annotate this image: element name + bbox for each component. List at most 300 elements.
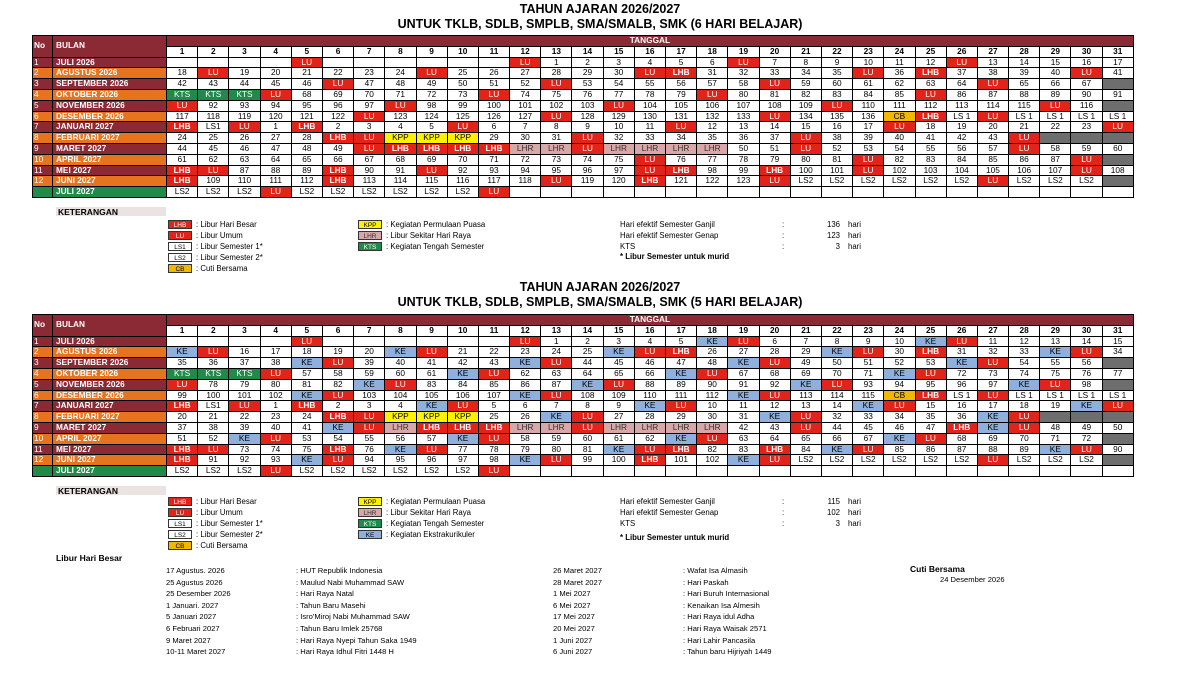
day-cell: 59 <box>1071 143 1102 154</box>
day-cell: LS2 <box>821 176 852 187</box>
month-number: 1 <box>33 57 53 68</box>
day-cell: KE <box>1040 347 1071 358</box>
legend-desc: : Libur Umum <box>196 231 243 240</box>
day-cell: 80 <box>260 379 291 390</box>
day-cell: LS2 <box>915 455 946 466</box>
stat-sep: : <box>782 519 785 528</box>
day-cell: LS2 <box>884 176 915 187</box>
day-cell: 65 <box>603 368 634 379</box>
day-number: 31 <box>1102 325 1133 336</box>
day-cell: LS2 <box>291 187 322 198</box>
day-cell: 90 <box>354 165 385 176</box>
day-cell: 74 <box>572 154 603 165</box>
legend-code: CB <box>168 264 192 273</box>
holiday-date: 6 Juni 2027 <box>553 647 593 657</box>
day-cell: 59 <box>541 433 572 444</box>
day-cell: LHR <box>666 143 697 154</box>
legend-code: LS2 <box>168 253 192 262</box>
day-number: 2 <box>198 325 229 336</box>
day-cell: LU <box>385 100 416 111</box>
day-cell: LHB <box>167 455 198 466</box>
day-cell <box>354 336 385 347</box>
day-cell: 57 <box>416 433 447 444</box>
day-cell: KE <box>572 379 603 390</box>
month-name: SEPTEMBER 2026 <box>53 79 167 90</box>
day-number: 5 <box>291 325 322 336</box>
day-number: 16 <box>634 46 665 57</box>
day-cell: 58 <box>1040 143 1071 154</box>
day-cell: 30 <box>697 412 728 423</box>
calendar1-title: TAHUN AJARAN 2026/2027 <box>519 2 681 16</box>
day-cell: LU <box>915 368 946 379</box>
day-cell: LS2 <box>1040 176 1071 187</box>
day-cell: LHB <box>915 111 946 122</box>
day-cell: 107 <box>1040 165 1071 176</box>
day-cell: 29 <box>478 133 509 144</box>
legend-code: KE <box>358 530 382 539</box>
month-name: JULI 2026 <box>53 336 167 347</box>
day-cell: LU <box>697 368 728 379</box>
day-cell: 113 <box>354 176 385 187</box>
day-cell: 113 <box>946 100 977 111</box>
day-cell: 86 <box>510 379 541 390</box>
day-cell: 12 <box>1009 336 1040 347</box>
day-cell: 79 <box>510 444 541 455</box>
day-cell: 43 <box>198 79 229 90</box>
day-cell: LU <box>697 89 728 100</box>
stat-value: 3 <box>835 519 840 528</box>
day-cell: KTS <box>198 368 229 379</box>
day-number: 3 <box>229 46 260 57</box>
day-cell <box>229 336 260 347</box>
day-cell: 115 <box>853 390 884 401</box>
day-cell: 92 <box>759 379 790 390</box>
day-cell: 7 <box>759 57 790 68</box>
day-cell: LU <box>759 390 790 401</box>
day-cell: 111 <box>666 390 697 401</box>
day-cell: 130 <box>634 111 665 122</box>
month-number: 5 <box>33 379 53 390</box>
day-cell: 97 <box>354 100 385 111</box>
day-cell <box>1102 100 1133 111</box>
day-cell: LU <box>853 68 884 79</box>
day-cell <box>1102 133 1133 144</box>
day-cell: 4 <box>385 401 416 412</box>
month-name: AGUSTUS 2026 <box>53 347 167 358</box>
day-cell: 16 <box>1071 57 1102 68</box>
day-cell <box>385 57 416 68</box>
day-cell: 43 <box>478 358 509 369</box>
day-cell: 81 <box>572 444 603 455</box>
day-cell: 21 <box>447 347 478 358</box>
day-cell: KE <box>541 412 572 423</box>
stat-unit: hari <box>848 508 862 517</box>
month-row <box>33 133 1134 144</box>
day-cell: 80 <box>728 89 759 100</box>
day-cell: 47 <box>354 79 385 90</box>
header-tanggal: TANGGAL <box>167 36 1134 47</box>
day-cell: LHB <box>666 68 697 79</box>
day-cell: 57 <box>697 79 728 90</box>
day-cell: 4 <box>385 122 416 133</box>
legend-code: LHB <box>168 220 192 229</box>
day-cell: LHR <box>697 143 728 154</box>
day-cell: LS2 <box>790 455 821 466</box>
month-row <box>33 390 1134 401</box>
day-cell: 22 <box>1040 122 1071 133</box>
day-cell: LS 1 <box>1102 111 1133 122</box>
day-cell: 59 <box>354 368 385 379</box>
day-cell: 13 <box>977 57 1008 68</box>
day-cell: LU <box>167 100 198 111</box>
day-number-row <box>33 46 1134 57</box>
day-cell: LHB <box>915 68 946 79</box>
month-row <box>33 111 1134 122</box>
keterangan-title: KETERANGAN <box>58 486 118 496</box>
day-cell: 60 <box>1102 143 1133 154</box>
day-cell: 34 <box>790 68 821 79</box>
day-number: 20 <box>759 46 790 57</box>
day-number: 25 <box>915 325 946 336</box>
day-number: 21 <box>790 325 821 336</box>
day-cell: LU <box>322 390 353 401</box>
day-cell: 52 <box>821 143 852 154</box>
day-number: 20 <box>759 325 790 336</box>
day-cell: LS2 <box>416 187 447 198</box>
day-cell: 75 <box>603 154 634 165</box>
holiday-name: : Hari Raya Waisak 2571 <box>683 624 767 633</box>
day-cell: 24 <box>385 68 416 79</box>
day-cell: LS2 <box>853 455 884 466</box>
day-cell: 100 <box>603 455 634 466</box>
day-cell: 26 <box>510 412 541 423</box>
day-cell <box>572 187 603 198</box>
month-name: JULI 2027 <box>53 187 167 198</box>
stat-sep: : <box>782 220 785 229</box>
day-cell: 88 <box>977 444 1008 455</box>
day-cell: 46 <box>884 422 915 433</box>
day-cell: 95 <box>385 455 416 466</box>
legend-code: LU <box>168 508 192 517</box>
day-cell: 49 <box>1071 422 1102 433</box>
day-cell: KE <box>291 358 322 369</box>
day-cell: LHB <box>385 143 416 154</box>
day-cell: 27 <box>603 412 634 423</box>
day-cell: 25 <box>447 68 478 79</box>
day-cell: KTS <box>229 89 260 100</box>
day-cell: LS2 <box>385 466 416 477</box>
day-cell: 45 <box>260 79 291 90</box>
legend-code: KTS <box>358 242 382 251</box>
month-name: JANUARI 2027 <box>53 401 167 412</box>
day-cell: LU <box>1071 68 1102 79</box>
day-cell: 56 <box>946 143 977 154</box>
day-cell: 21 <box>198 412 229 423</box>
day-cell: 42 <box>447 358 478 369</box>
day-cell: 51 <box>167 433 198 444</box>
day-cell: 87 <box>1040 154 1071 165</box>
day-cell: 82 <box>322 379 353 390</box>
month-number: 5 <box>33 100 53 111</box>
day-cell: LU <box>447 401 478 412</box>
day-cell: KE <box>385 444 416 455</box>
day-cell: 32 <box>728 68 759 79</box>
day-cell: 136 <box>853 111 884 122</box>
day-cell: LHR <box>634 422 665 433</box>
day-cell: 70 <box>354 89 385 100</box>
day-cell: 62 <box>198 154 229 165</box>
header-tanggal: TANGGAL <box>167 315 1134 326</box>
day-cell: 64 <box>759 433 790 444</box>
day-cell: KPP <box>447 412 478 423</box>
day-number: 25 <box>915 46 946 57</box>
day-cell: LU <box>260 187 291 198</box>
month-name: JULI 2027 <box>53 466 167 477</box>
day-cell: 6 <box>478 122 509 133</box>
day-cell: LU <box>1009 412 1040 423</box>
calendar1-subtitle: UNTUK TKLB, SDLB, SMPLB, SMA/SMALB, SMK (6 HARI BELAJAR) <box>397 17 803 31</box>
day-cell: LHR <box>697 422 728 433</box>
stat-value: 102 <box>826 508 840 517</box>
day-cell: 5 <box>478 401 509 412</box>
month-number: 11 <box>33 165 53 176</box>
day-cell: 76 <box>666 154 697 165</box>
day-cell: KE <box>790 379 821 390</box>
legend-code: LU <box>168 231 192 240</box>
day-cell: 5 <box>666 336 697 347</box>
day-cell: 39 <box>1009 68 1040 79</box>
day-cell: 134 <box>790 111 821 122</box>
day-cell: KE <box>1040 444 1071 455</box>
header-row <box>33 315 1134 326</box>
day-cell: 11 <box>728 401 759 412</box>
day-cell: 31 <box>946 347 977 358</box>
day-cell: LU <box>416 165 447 176</box>
day-cell <box>666 187 697 198</box>
day-cell: 45 <box>198 143 229 154</box>
month-name: JUNI 2027 <box>53 176 167 187</box>
header-bulan: BULAN <box>53 315 167 337</box>
day-cell: 15 <box>1102 336 1133 347</box>
day-cell: 50 <box>447 79 478 90</box>
day-cell: 101 <box>229 390 260 401</box>
day-cell: KTS <box>167 368 198 379</box>
day-number: 7 <box>354 325 385 336</box>
month-number <box>33 187 53 198</box>
day-number: 2 <box>198 46 229 57</box>
month-name: MARET 2027 <box>53 143 167 154</box>
day-cell: KE <box>603 347 634 358</box>
day-cell: 104 <box>946 165 977 176</box>
day-cell <box>977 466 1008 477</box>
month-row <box>33 143 1134 154</box>
day-cell: LHB <box>946 422 977 433</box>
day-cell: 15 <box>915 401 946 412</box>
day-number-row <box>33 325 1134 336</box>
day-cell <box>1040 133 1071 144</box>
month-number: 1 <box>33 336 53 347</box>
month-row <box>33 89 1134 100</box>
legend-desc: : Libur Umum <box>196 508 243 517</box>
legend-code: LHB <box>168 497 192 506</box>
month-number: 11 <box>33 444 53 455</box>
day-cell: KE <box>510 455 541 466</box>
day-number: 28 <box>1009 46 1040 57</box>
day-cell <box>229 57 260 68</box>
day-cell: KE <box>884 433 915 444</box>
day-cell: 78 <box>634 89 665 100</box>
day-cell: 67 <box>354 154 385 165</box>
month-row <box>33 79 1134 90</box>
day-cell: 71 <box>385 89 416 100</box>
day-cell <box>603 187 634 198</box>
day-cell <box>416 57 447 68</box>
day-cell: KE <box>977 412 1008 423</box>
day-cell: LU <box>759 358 790 369</box>
day-cell: 68 <box>385 154 416 165</box>
day-cell: 123 <box>385 111 416 122</box>
day-cell: 28 <box>634 412 665 423</box>
day-cell: LU <box>759 455 790 466</box>
day-number: 24 <box>884 325 915 336</box>
day-cell: 81 <box>759 89 790 100</box>
day-cell: LHB <box>666 444 697 455</box>
day-cell: 13 <box>790 401 821 412</box>
day-cell: 44 <box>572 358 603 369</box>
day-cell: LU <box>291 57 322 68</box>
stat-label: Hari efektif Semester Ganjil <box>620 497 715 506</box>
day-cell: 30 <box>603 68 634 79</box>
day-cell: 74 <box>260 444 291 455</box>
day-cell: 29 <box>572 68 603 79</box>
day-cell: LU <box>666 122 697 133</box>
day-cell <box>728 187 759 198</box>
day-cell: 68 <box>946 433 977 444</box>
month-number: 9 <box>33 143 53 154</box>
day-cell: LU <box>541 176 572 187</box>
day-cell: 13 <box>1040 336 1071 347</box>
day-cell: 80 <box>541 444 572 455</box>
day-cell: LS 1 <box>946 111 977 122</box>
day-cell: 90 <box>697 379 728 390</box>
day-number: 18 <box>697 46 728 57</box>
month-row <box>33 57 1134 68</box>
calendar2-table <box>32 314 1134 477</box>
day-cell: 19 <box>229 68 260 79</box>
legend-desc: : Kegiatan Permulaan Puasa <box>386 497 486 506</box>
day-cell: 42 <box>946 133 977 144</box>
day-number: 21 <box>790 46 821 57</box>
day-cell <box>1009 187 1040 198</box>
day-cell: 86 <box>1009 154 1040 165</box>
day-number: 24 <box>884 46 915 57</box>
day-number: 15 <box>603 46 634 57</box>
day-cell: 76 <box>572 89 603 100</box>
day-cell: 111 <box>260 176 291 187</box>
day-cell: LU <box>946 57 977 68</box>
day-cell: 38 <box>977 68 1008 79</box>
holiday-name: : Hari Buruh Internasional <box>683 589 770 599</box>
holiday-date: 10-11 Maret 2027 <box>166 647 226 657</box>
day-cell: 80 <box>790 154 821 165</box>
day-cell: KE <box>915 336 946 347</box>
day-number: 1 <box>167 46 198 57</box>
day-cell: 108 <box>572 390 603 401</box>
day-cell: LU <box>229 401 260 412</box>
day-cell: 17 <box>977 401 1008 412</box>
stat-sep: : <box>782 231 785 240</box>
legend-code: KPP <box>358 220 382 229</box>
day-cell: 22 <box>229 412 260 423</box>
day-cell: 23 <box>1071 122 1102 133</box>
day-cell: 99 <box>728 165 759 176</box>
day-cell: 20 <box>260 68 291 79</box>
day-cell: 5 <box>666 57 697 68</box>
day-cell: LHB <box>322 444 353 455</box>
day-cell: 18 <box>1009 401 1040 412</box>
month-number <box>33 466 53 477</box>
day-number: 19 <box>728 46 759 57</box>
holiday-name: : Isro'Miroj Nabi Muhammad SAW <box>296 612 410 622</box>
month-row <box>33 347 1134 358</box>
day-cell <box>1040 412 1071 423</box>
day-cell: LU <box>354 111 385 122</box>
day-cell: LHB <box>416 143 447 154</box>
day-cell: 115 <box>416 176 447 187</box>
day-cell: 112 <box>291 176 322 187</box>
header-no: No <box>33 315 53 337</box>
day-cell: LS2 <box>291 466 322 477</box>
day-cell <box>167 336 198 347</box>
day-number: 11 <box>478 325 509 336</box>
day-cell: 72 <box>1071 433 1102 444</box>
day-cell: 35 <box>821 68 852 79</box>
day-cell: LHB <box>666 165 697 176</box>
day-cell: 6 <box>759 336 790 347</box>
day-cell: 57 <box>977 143 1008 154</box>
day-cell <box>478 336 509 347</box>
day-cell: 73 <box>541 154 572 165</box>
stat-label: KTS <box>620 519 636 528</box>
holiday-name: : Hari Raya Idhul Fitri 1448 H <box>296 647 394 657</box>
day-cell: LU <box>478 89 509 100</box>
day-cell: LS2 <box>915 176 946 187</box>
day-cell: 42 <box>728 422 759 433</box>
day-cell: 87 <box>946 444 977 455</box>
month-row <box>33 379 1134 390</box>
day-cell <box>1102 412 1133 423</box>
day-cell: 45 <box>603 358 634 369</box>
day-cell: 126 <box>478 111 509 122</box>
day-cell: 16 <box>229 347 260 358</box>
day-cell: LU <box>572 422 603 433</box>
day-number: 8 <box>385 325 416 336</box>
day-cell: LU <box>1071 444 1102 455</box>
day-cell: 50 <box>728 143 759 154</box>
day-cell: 96 <box>946 379 977 390</box>
day-cell: 6 <box>510 401 541 412</box>
day-cell: 77 <box>447 444 478 455</box>
day-cell: 88 <box>260 165 291 176</box>
day-cell: 31 <box>728 412 759 423</box>
month-row <box>33 401 1134 412</box>
day-cell: KPP <box>385 133 416 144</box>
day-cell: KE <box>416 401 447 412</box>
month-number: 4 <box>33 368 53 379</box>
day-cell: KPP <box>385 412 416 423</box>
day-cell: 3 <box>603 57 634 68</box>
day-cell: LU <box>790 143 821 154</box>
